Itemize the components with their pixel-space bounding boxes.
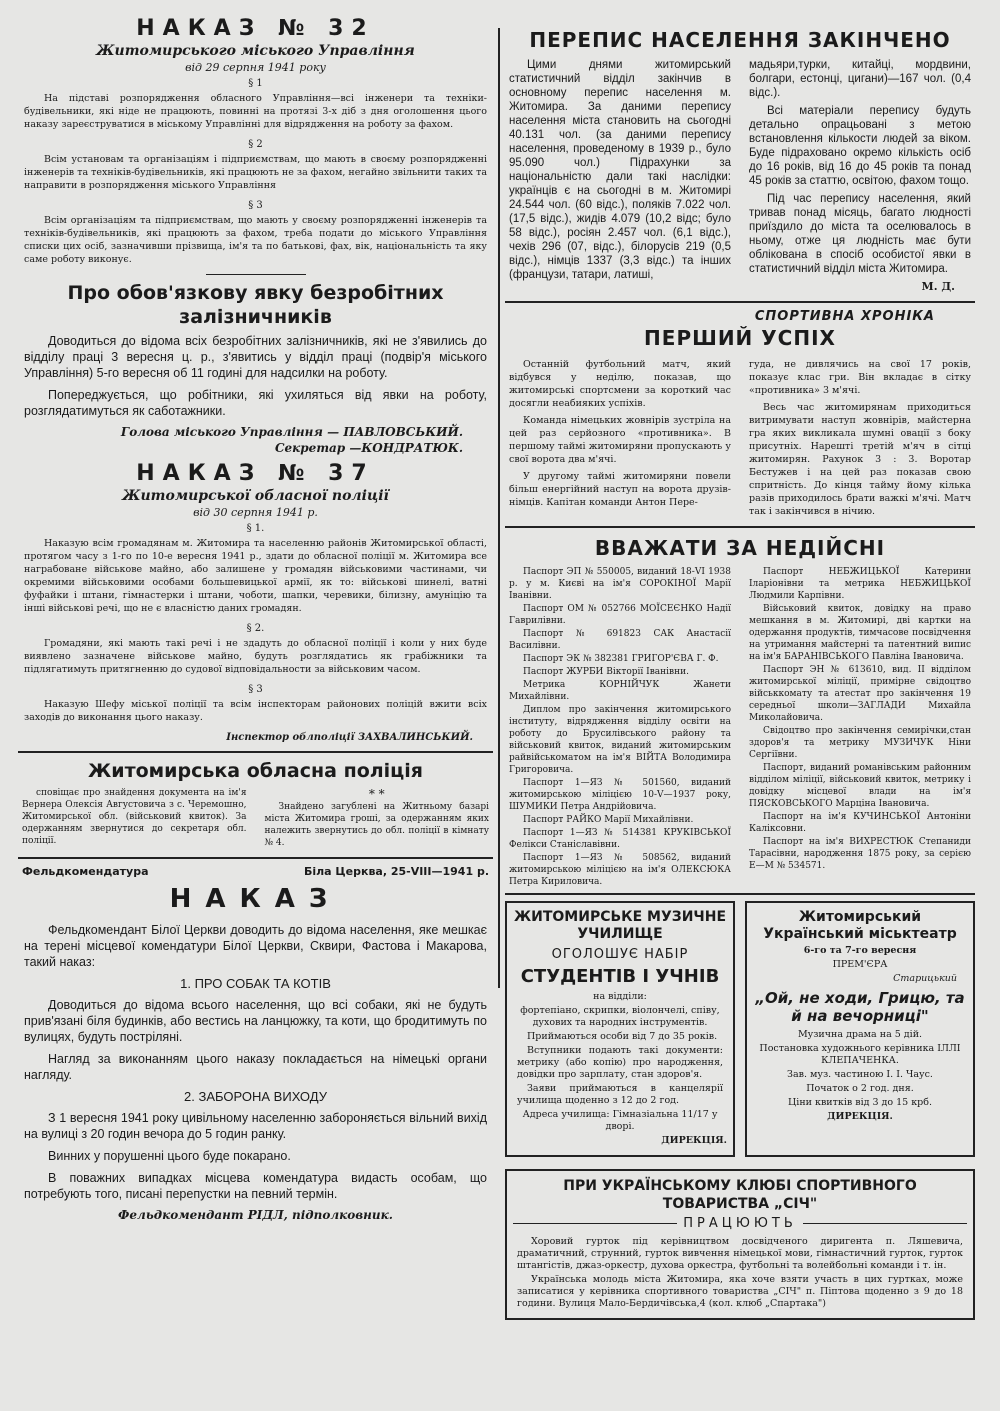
sich-club-registration: Українська молодь міста Житомира, яка хоче взяти участь в цих гуртках, може записатися у керівника спортивного товариства „СІЧ" п. Піптова щоденно з 9 до 18 години. Вулиця Мало-Бердичівська,4 (кол. клюб „Спартака") (517, 1274, 963, 1309)
paragraph-mark: § 2 (248, 139, 263, 150)
theatre-genre: Музична драма на 5 дій. (797, 1029, 923, 1040)
paragraph-mark: § 1. (246, 523, 265, 534)
dogs-cats-paragraph-1: Доводиться до відома всього населення, що всі собаки, які не будуть прив'язані біля будинків, або вестись на ланцюжку, та коти, що бродитимуть по вулицях, будуть постріляні. (24, 998, 487, 1044)
theatre-dates: 6-го та 7-го вересня (803, 945, 917, 956)
police-notice-title: Житомирська обласна поліція (88, 760, 423, 782)
order-32-title: НАКАЗ № 32 (136, 16, 375, 41)
divider (505, 893, 975, 895)
sport-rubric: СПОРТИВНА ХРОНІКА (754, 309, 935, 324)
invalid-document-item: Паспорт 1—ЯЗ № 501560, виданий житомирською міліцією 10-V—1937 року, ШУМИКИ Петра Андрійовича. (509, 778, 731, 812)
theatre-music-head: Зав. муз. частиною І. І. Чаус. (787, 1069, 933, 1080)
invalid-document-item: Паспорт, виданий романівським районним відділом міліції, військовий квиток, метрику і довідку місцевої влади на ім'я ПЯСКОВСЬКОГО Марціна Івановича. (749, 763, 971, 809)
invalid-document-item: Військовий квиток, довідку на право мешкання в м. Житомирі, дві картки на одержання продуктів, тимчасове посвідчення на утримання майстерні та патентний випис на ім'я БАРАНІВСЬКОГО Павліна Івановича. (749, 604, 971, 662)
sich-club-ad (505, 1169, 975, 1320)
music-school-signature: ДИРЕКЦІЯ. (661, 1135, 727, 1146)
theatre-start-time: Початок о 2 год. дня. (806, 1083, 914, 1094)
invalid-documents-left (505, 566, 735, 889)
divider (18, 751, 493, 753)
sport-text-3: У другому таймі житомиряни повели більш енергійний наступ на ворота друзів-німців. Капітан команди Антон Пере- (509, 471, 731, 508)
theatre-signature: ДИРЕКЦІЯ. (827, 1111, 893, 1122)
divider (505, 301, 975, 303)
invalid-document-item: Паспорт ЭК № 382381 ГРИГОР'ЄВА Г. Ф. (523, 654, 719, 664)
census-text-materials: Всі матеріали перепису будуть детально опрацьовані з метою встановлення кількости людей за віком. Буде підраховано окремо кількість осіб до 16 років, від 16 до 45 років та понад 45 років за статтю, освітою, фахом тощо. (749, 105, 971, 187)
theatre-premiere: ПРЕМ'ЄРА (832, 959, 888, 970)
feldkommandantur-signature: Фельдкомендант РІДЛ, підполковник. (118, 1208, 393, 1222)
music-school-documents: Вступники подають такі документи: метрику (або копію) про народження, довідки про зарплату, стан здоров'я. (517, 1045, 723, 1080)
railway-notice-paragraph-2: Попереджується, що робітники, які ухиляться від явки на роботу, розглядатимуться як саботажники. (24, 388, 487, 418)
invalid-document-item: Паспорт 1—ЯЗ № 514381 КРУКІВСЬКОЇ Фелікси Станіславівни. (509, 828, 731, 850)
curfew-paragraph-2: Винних у порушенні цього буде покарано. (48, 1149, 291, 1163)
feldkommandantur-place-date: Біла Церква, 25-VIII—1941 р. (303, 865, 489, 878)
theatre-director: Постановка художнього керівника ІЛЛІ КЛЕПАЧЕНКА. (759, 1043, 961, 1066)
music-school-headline: СТУДЕНТІВ І УЧНІВ (520, 966, 720, 987)
theatre-author: Старицький (893, 973, 957, 984)
sport-text-5: Весь час житомирянам приходиться витримувати наступ жовнірів, майстерна гра яких викликала шумні овації з боку присутніх. Нарешті третій м'яч в сітці житомирян. Рахунок 3 : 3. Воротар Бестужев і на цей раз показав свою спритність. До кінця таймy йому кілька разів приходилось брати важкі м'ячі. Матч так і закінчився в нічию. (749, 402, 971, 517)
invalid-document-item: Метрика КОРНІЙЧУК Жанети Михайлівни. (509, 680, 731, 702)
invalid-document-item: Паспорт на ім'я ВИХРЕСТЮК Степаниди Тарасівни, народження 1875 року, за серією Е—М № 534571. (749, 837, 971, 871)
sport-text-1: Останній футбольний матч, який відбувся у неділю, показав, що житомирські спортсмени за короткий час досягли неабияких успіхів. (509, 359, 731, 409)
invalid-documents-columns (505, 566, 975, 889)
invalid-document-item: Паспорт ЭП № 550005, виданий 18-VI 1938 р. у м. Києві на ім'я СОРОКІНОЇ Марії Іванівни. (509, 567, 731, 601)
sich-club-title: ПРИ УКРАЇНСЬКОМУ КЛЮБІ СПОРТИВНОГО ТОВАРИСТВА „СІЧ" (563, 1178, 917, 1212)
invalid-document-item: Паспорт НЕБЖИЦЬКОЇ Катерини Іларіонівни та метрика НЕБЖИЦЬКОЇ Людмили Карпівни. (749, 567, 971, 601)
column-divider (498, 28, 500, 988)
curfew-paragraph-3: В поважних випадках місцева комендатура видасть особам, що потребують того, писані перепустки на певний термін. (24, 1171, 487, 1201)
theatre-ticket-prices: Ціни квитків від 3 до 15 крб. (788, 1097, 932, 1108)
section-heading-dogs-cats: 1. ПРО СОБАК ТА КОТІВ (180, 976, 331, 991)
theatre-ad (745, 901, 975, 1157)
paragraph-mark: § 3 (248, 684, 263, 695)
dogs-cats-paragraph-2: Нагляд за виконанням цього наказу покладається на німецькі органи нагляду. (24, 1052, 487, 1082)
section-heading-curfew: 2. ЗАБОРОНА ВИХОДУ (184, 1089, 327, 1104)
sport-text-4: гуда, не дивлячись на свої 17 років, показує клас гри. Він вкладає в сітку «противника» 3 м'ячі. (749, 359, 971, 396)
census-columns (505, 58, 975, 297)
ads-row (505, 901, 975, 1157)
invalid-document-item: Паспорт РАЙКО Марії Михайлівни. (523, 815, 694, 825)
railway-notice-signature-secretary: Секретар —КОНДРАТЮК. (274, 441, 463, 455)
music-school-name: ЖИТОМИРСЬКЕ МУЗИЧНЕ УЧИЛИЩЕ (513, 909, 727, 942)
order-37-title: НАКАЗ № 37 (136, 461, 375, 486)
invalid-documents-right (745, 566, 975, 889)
sport-columns (505, 358, 975, 522)
police-notice-document-found: сповіщає про знайдення документа на ім'я Вернера Олексія Августовича з с. Черемошно, Житомирської обл. (військовий квиток). За одержанням звернутися до секретаря обл. поліції. (22, 788, 247, 846)
police-notice-money-found: Знайдено загублені на Житньому базарі міста Житомира гроші, за одержанням яких належить звернутись до обл. поліції в кімнату № 4. (264, 802, 489, 848)
order-37-signature: Інспектор облполіції ЗАХВАЛИНСЬКИЙ. (226, 732, 473, 743)
census-signature: М. Д. (921, 280, 955, 293)
divider (18, 857, 493, 859)
sich-club-ornament (513, 1213, 967, 1234)
railway-notice-signature-head: Голова міського Управління — ПАВЛОВСЬКИЙ. (120, 425, 463, 439)
sport-article-title: ПЕРШИЙ УСПІХ (644, 326, 836, 350)
feldkommandantur-intro: Фельдкомендант Білої Церкви доводить до відома населення, яке мешкає на терені місцевої комендатури Білої Церкви, Сквири, Фастова і Макарова, такий наказ: (24, 923, 487, 969)
ornament-line (803, 1223, 967, 1224)
feldkommandantur-title: НАКАЗ (169, 884, 342, 914)
divider (206, 274, 306, 275)
paragraph-mark: § 2. (246, 623, 265, 634)
music-school-instruments: фортепіано, скрипки, віолончелі, співу, духових та народних інструментів. (520, 1005, 720, 1028)
invalid-document-item: Паспорт ЭН № 613610, вид. II відділом житомирської міліції, примірне свідоцтво військкомату та атестат про закінчення 19 середньої школи—ЗАГЛАДИ Михайла Миколайовича. (749, 665, 971, 723)
railway-notice-paragraph-1: Доводиться до відома всіх безробітних залізничників, які не з'явились до відділу праці 3 вересня ц. р., з'явитись у відділ праці (подвір'я міського Управління) 5-го вересня об 11 годині для надсилки на роботу. (24, 334, 487, 380)
asterism: * * (368, 787, 385, 801)
music-school-announcement: ОГОЛОШУЄ НАБІР (551, 947, 689, 962)
invalid-document-item: Паспорт на ім'я КУЧИНСЬКОЇ Антоніни Каліксовни. (749, 812, 971, 834)
railway-notice (18, 281, 493, 455)
feldkommandantur-order (18, 865, 493, 1222)
invalid-documents (505, 536, 975, 895)
right-column (505, 28, 975, 1400)
music-school-departments-label: на відділи: (593, 991, 647, 1002)
census-article (505, 28, 975, 303)
railway-notice-title: Про обов'язкову явку безробітних залізничників (67, 282, 444, 328)
feldkommandantur-header (22, 865, 489, 878)
order-37-paragraph-2: Громадяни, які мають такі речі і не здадуть до обласної поліції і коли у них буде виявлено зазначене військове майно, будуть розглядатись як грабіжники та підлягатимуть притягненню до судової відповідальности за військовим часом. (24, 638, 487, 675)
order-32-subtitle: Житомирського міського Управління (96, 43, 415, 59)
theatre-play-title: „Ой, не ходи, Грицю, та й на вечорниці" (755, 989, 965, 1025)
left-column (18, 10, 493, 1400)
feldkommandantur-label: Фельдкомендатура (22, 865, 149, 878)
order-37-paragraph-1: Наказую всім громадянам м. Житомира та населенню районів Житомирської області, протягом часу з 1-го по 10-е вересня 1941 р., здати до обласної поліції м. Житомира все награбоване військове майно, або залишене у громадян військовими частинами, чи окремими військовими особами большевицької армії, як то: військові шинелі, ватні фуфайки і штани, гімнастерки і штани, чоботи, шапки, черевики, білизну, амуніцію та інші військові речі, що не є власністю даних громадян. (24, 538, 487, 614)
music-school-application-hours: Заяви приймаються в канцелярії училища щоденно з 12 до 2 год. (517, 1083, 723, 1106)
census-title: ПЕРЕПИС НАСЕЛЕННЯ ЗАКІНЧЕНО (529, 28, 951, 52)
order-32-paragraph-1: На підставі розпорядження обласного Управління—всі інженери та техніки-будівельники, які ніде не працюють, повинні на протязі 3-х діб з дня оголошення цього наказу зареєструватися в міському Управлінні для відрядження на роботу за фахом. (24, 93, 487, 130)
sport-text-2: Команда німецьких жовнірів зустріла на цей раз серйозного «противника». В першому таймі житомиряни пропускають у свої ворота два м'ячі. (509, 415, 731, 465)
invalid-document-item: Паспорт ОМ № 052766 МОЇСЕЄНКО Надії Гаврилівни. (509, 604, 731, 626)
order-32-paragraph-2: Всім установам та організаціям і підприємствам, що мають в своєму розпорядженні інженерів та техніків-будівельників, які працюють не за фахом, негайно звільнити таких та направити в розпорядження міського Управління (24, 154, 487, 191)
census-text-duration: Під час перепису населення, який тривав понад місяць, багато людності приїздило до міста та оселювалось в ньому, отже ця людність має бути облікована в спосіб особистої явки в статистичний відділ міста Житомира. (749, 193, 971, 275)
invalid-documents-title: ВВАЖАТИ ЗА НЕДІЙСНІ (594, 536, 886, 560)
order-32-paragraph-3: Всім організаціям та підприємствам, що мають у своєму розпорядженні інженерів та техніків-будівельників, які працюють за фахом, треба подати до міського Управління списки цих осіб, зазначивши прізвища, ім'я та по батькові, фах, вік, національність та яку саме роботу виконує. (24, 215, 487, 265)
paragraph-mark: § 1 (248, 78, 263, 89)
order-32-date: від 29 серпня 1941 року (185, 61, 326, 74)
curfew-paragraph-1: З 1 вересня 1941 року цивільному населенню забороняється вільний вихід на вулиці з 20 годин вечора до 5 годин ранку. (24, 1111, 487, 1141)
order-37-subtitle: Житомирської обласної поліції (122, 488, 389, 504)
music-school-age: Приймаються особи від 7 до 35 років. (527, 1031, 718, 1042)
theatre-name: Житомирський Український міськтеатр (763, 909, 957, 942)
sport-chronicle (505, 309, 975, 528)
sich-club-subtitle: ПРАЦЮЮТЬ (683, 1216, 797, 1231)
invalid-document-item: Паспорт 1—ЯЗ № 508562, виданий житомирською міліцією на ім'я ОЛЕКСЮКА Петра Кириловича. (509, 853, 731, 887)
police-notice (18, 759, 493, 859)
ornament-line (513, 1223, 677, 1224)
order-37-date: від 30 серпня 1941 р. (193, 506, 318, 519)
order-32 (18, 16, 493, 275)
order-37 (18, 461, 493, 753)
invalid-document-item: Свідоцтво про закінчення семирічки,стан здоров'я та метрику МУЗИЧУК Ніни Сергіївни. (749, 726, 971, 760)
invalid-document-item: Паспорт ЖУРБИ Вікторії Іванівни. (523, 667, 689, 677)
paragraph-mark: § 3 (248, 200, 263, 211)
sich-club-groups: Хоровий гурток під керівництвом досвідченого диригента п. Ляшевича, драматичний, струнний, гурток вивчення німецької мови, гімнастичний гурток, гурток штангістів, джаз-оркестр, духова оркестра, футбольні та волейбольні команди і т. ін. (517, 1236, 963, 1271)
invalid-document-item: Паспорт № 691823 САК Анастасії Василівни. (509, 629, 731, 651)
police-notice-columns (18, 787, 493, 853)
census-text-continued: мадьяри,турки, китайці, мордвини, болгари, естонці, цигани)—167 чол. (0,4 відс.). (749, 59, 971, 99)
order-37-paragraph-3: Наказую Шефу міської поліції та всім інспекторам районових поліцій вжити всіх заходів до виконання цього наказу. (24, 699, 487, 723)
music-school-ad (505, 901, 735, 1157)
census-text-left: Цими днями житомирський статистичний відділ закінчив в основному перепис населення м. Житомира. За даними перепису населення міста становить на сьогодні 40.131 чол. (за даними перепису населення, проведеному в 1939 р., було 95.090 чол.) Підрахунки за національністю дали такі наслідки: українців є на сьогодні в м. Житомирі 24.544 чол. (60 відс.), поляків 7.022 чол. (17,5 відс.), жидів 4.079 (10,2 відс; було 58 відс.), росіян 2.457 чол. (6,1 відс.), чехів 296 (07, відс.), білорусів 219 (0,5 відс.), німців 1337 (3,3 відс.) та інших (французи, татари, латиші, (509, 59, 731, 281)
invalid-document-item: Диплом про закінчення житомирського інституту, відрядження відділу освіти на роботу до Брусилівського району та військовий квиток, виданий житомирським райвійськоматом на ім'я ВІЙТА Володимира Григоровича. (509, 705, 731, 775)
music-school-address: Адреса училища: Гімназіальна 11/17 у дворі. (522, 1109, 718, 1132)
divider (505, 526, 975, 528)
